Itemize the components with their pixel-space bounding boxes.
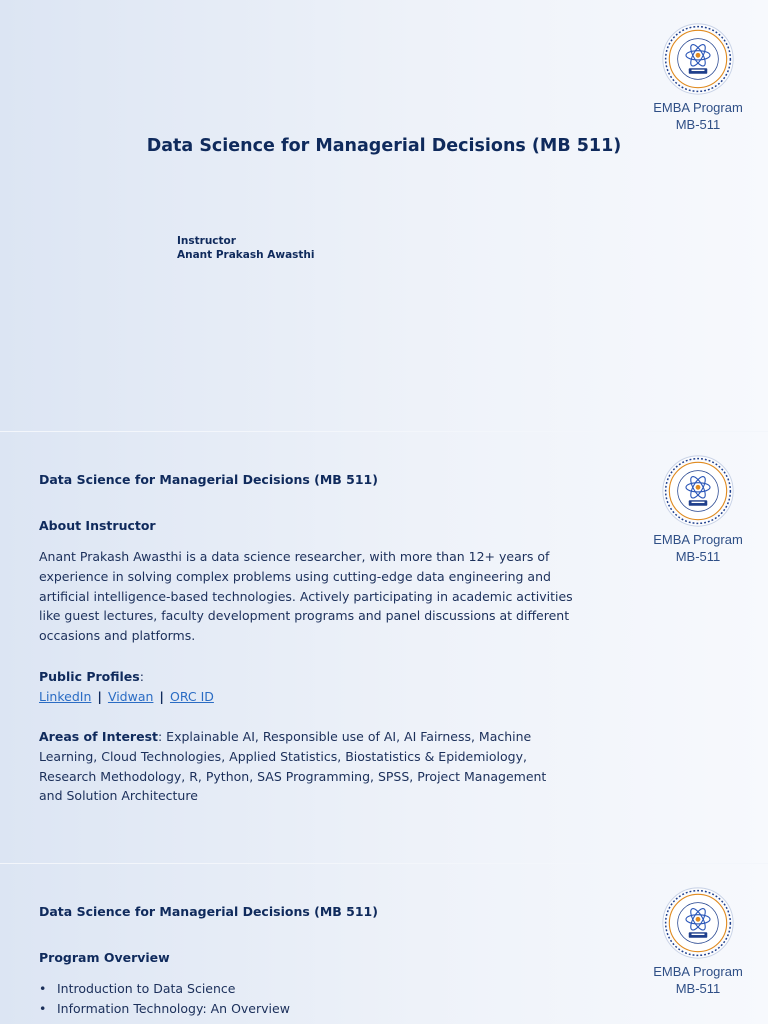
vidwan-link[interactable]: Vidwan [107, 688, 154, 704]
instructor-block [177, 234, 315, 262]
about-heading: About Instructor [39, 518, 156, 533]
interest-label: Areas of Interest [39, 729, 158, 744]
program-label: EMBA Program [653, 532, 743, 547]
logo-block [653, 886, 743, 997]
institute-seal-icon [661, 886, 735, 960]
interest-text: : Explainable AI, Responsible use of AI, AI Fairness, Machine Learning, Cloud Technologies, Applied Statistics, Biostatistics & Epidemiology, Research Methodology, R, Python, SAS Programming, SPSS, Project Management and Solution Architecture [39, 729, 547, 804]
program-label: EMBA Program [653, 100, 743, 115]
institute-seal-icon [661, 454, 735, 528]
overview-heading: Program Overview [39, 950, 170, 965]
course-title: Data Science for Managerial Decisions (MB 511) [146, 136, 622, 156]
orcid-link[interactable]: ORC ID [169, 688, 214, 704]
slide-heading: Data Science for Managerial Decisions (MB 511) [39, 904, 378, 919]
institute-seal-icon [661, 22, 735, 96]
course-code-label: MB-511 [675, 549, 721, 564]
link-separator: | [97, 688, 102, 704]
slide-title [0, 0, 768, 432]
list-item: • Information Technology: An Overview [39, 999, 579, 1019]
instructor-name: Anant Prakash Awasthi [177, 249, 315, 261]
slide-heading: Data Science for Managerial Decisions (MB 511) [39, 472, 378, 487]
slide-program-overview [0, 864, 768, 1024]
list-item: • Introduction to Data Science [39, 979, 579, 999]
public-profiles [39, 667, 579, 707]
overview-list [39, 979, 579, 1019]
areas-of-interest [39, 727, 559, 806]
about-text: Anant Prakash Awasthi is a data science researcher, with more than 12+ years of experience in solving complex problems using cutting-edge data engineering and artificial intelligence-based technologies. Actively participating in academic activities like guest lectures, faculty development programs and panel discussions at different occasions and platforms. [39, 549, 573, 644]
profiles-colon: : [139, 669, 144, 684]
course-code-label: MB-511 [675, 117, 721, 132]
linkedin-link[interactable]: LinkedIn [39, 688, 92, 704]
logo-block [653, 454, 743, 565]
logo-block [653, 22, 743, 133]
slide-about-instructor [0, 432, 768, 864]
link-separator: | [159, 688, 164, 704]
course-code-label: MB-511 [675, 981, 721, 996]
profile-links [39, 687, 579, 707]
instructor-label: Instructor [177, 235, 236, 247]
profiles-label: Public Profiles [39, 669, 140, 684]
program-label: EMBA Program [653, 964, 743, 979]
